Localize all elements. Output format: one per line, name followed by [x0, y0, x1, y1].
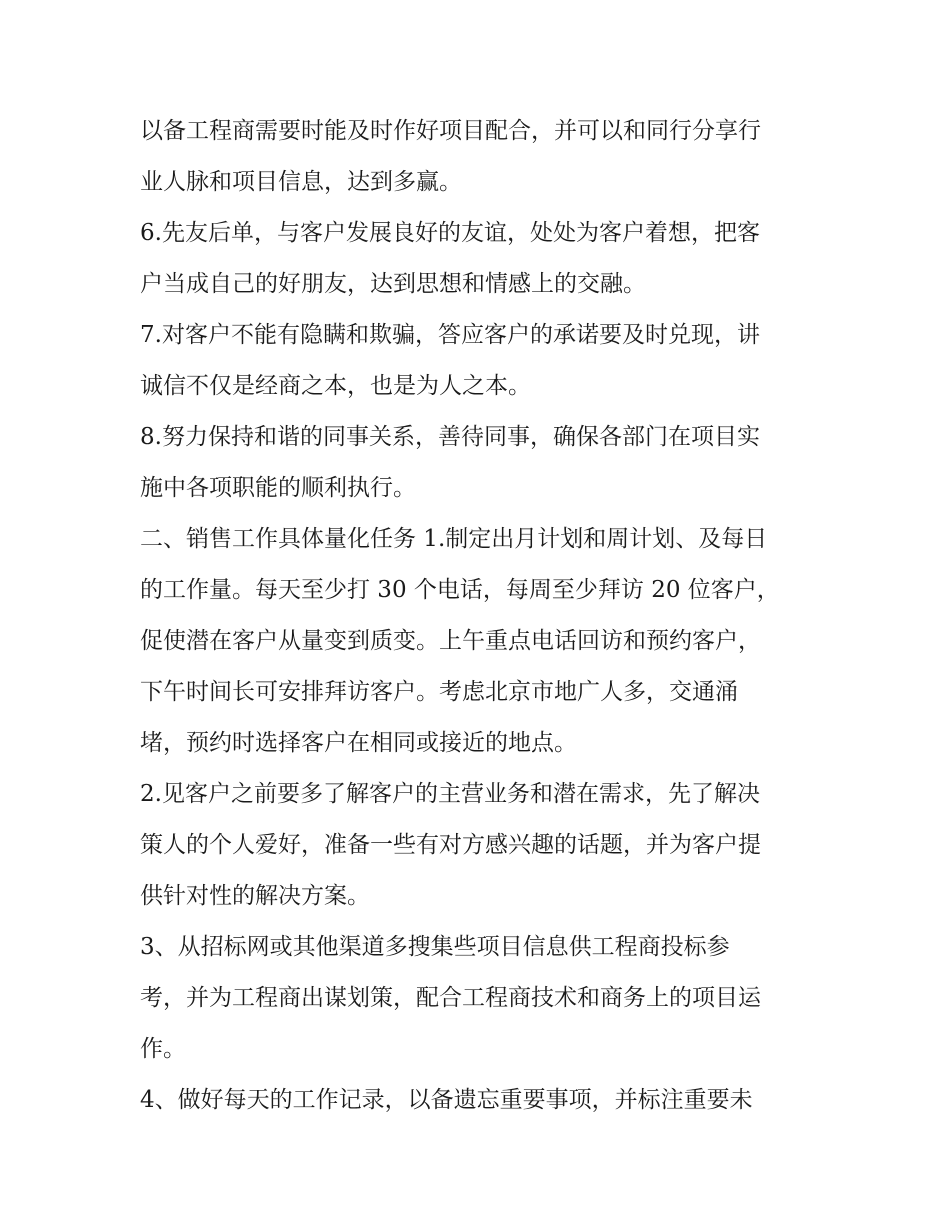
- text-line: 4、做好每天的工作记录，以备遗忘重要事项，并标注重要未: [140, 1087, 753, 1113]
- text-line: 考，并为工程商出谋划策，配合工程商技术和商务上的项目运: [140, 985, 761, 1011]
- text-line: 作。: [140, 1036, 186, 1062]
- text-line: 业人脉和项目信息，达到多赢。: [140, 169, 462, 195]
- text-line: 供针对性的解决方案。: [140, 883, 370, 909]
- text-line: 8.努力保持和谐的同事关系，善待同事，确保各部门在项目实: [140, 424, 760, 450]
- text-line: 的工作量。每天至少打 30 个电话，每周至少拜访 20 位客户，: [140, 577, 780, 603]
- text-line: 施中各项职能的顺利执行。: [140, 475, 416, 501]
- text-line: 促使潜在客户从量变到质变。上午重点电话回访和预约客户，: [140, 628, 761, 654]
- text-line: 2.见客户之前要多了解客户的主营业务和潜在需求，先了解决: [140, 781, 760, 807]
- text-line: 3、从招标网或其他渠道多搜集些项目信息供工程商投标参: [140, 934, 730, 960]
- text-line: 7.对客户不能有隐瞒和欺骗，答应客户的承诺要及时兑现，讲: [140, 322, 760, 348]
- text-line: 诚信不仅是经商之本，也是为人之本。: [140, 373, 531, 399]
- document-body: [140, 106, 820, 1126]
- text-line: 策人的个人爱好，准备一些有对方感兴趣的话题，并为客户提: [140, 832, 761, 858]
- text-line: 下午时间长可安排拜访客户。考虑北京市地广人多，交通涌: [140, 679, 738, 705]
- text-line: 户当成自己的好朋友，达到思想和情感上的交融。: [140, 271, 646, 297]
- text-line: 以备工程商需要时能及时作好项目配合，并可以和同行分享行: [140, 118, 761, 144]
- text-line: 二、销售工作具体量化任务 1.制定出月计划和周计划、及每日: [140, 526, 768, 552]
- text-line: 堵，预约时选择客户在相同或接近的地点。: [140, 730, 577, 756]
- text-line: 6.先友后单，与客户发展良好的友谊，处处为客户着想，把客: [140, 220, 760, 246]
